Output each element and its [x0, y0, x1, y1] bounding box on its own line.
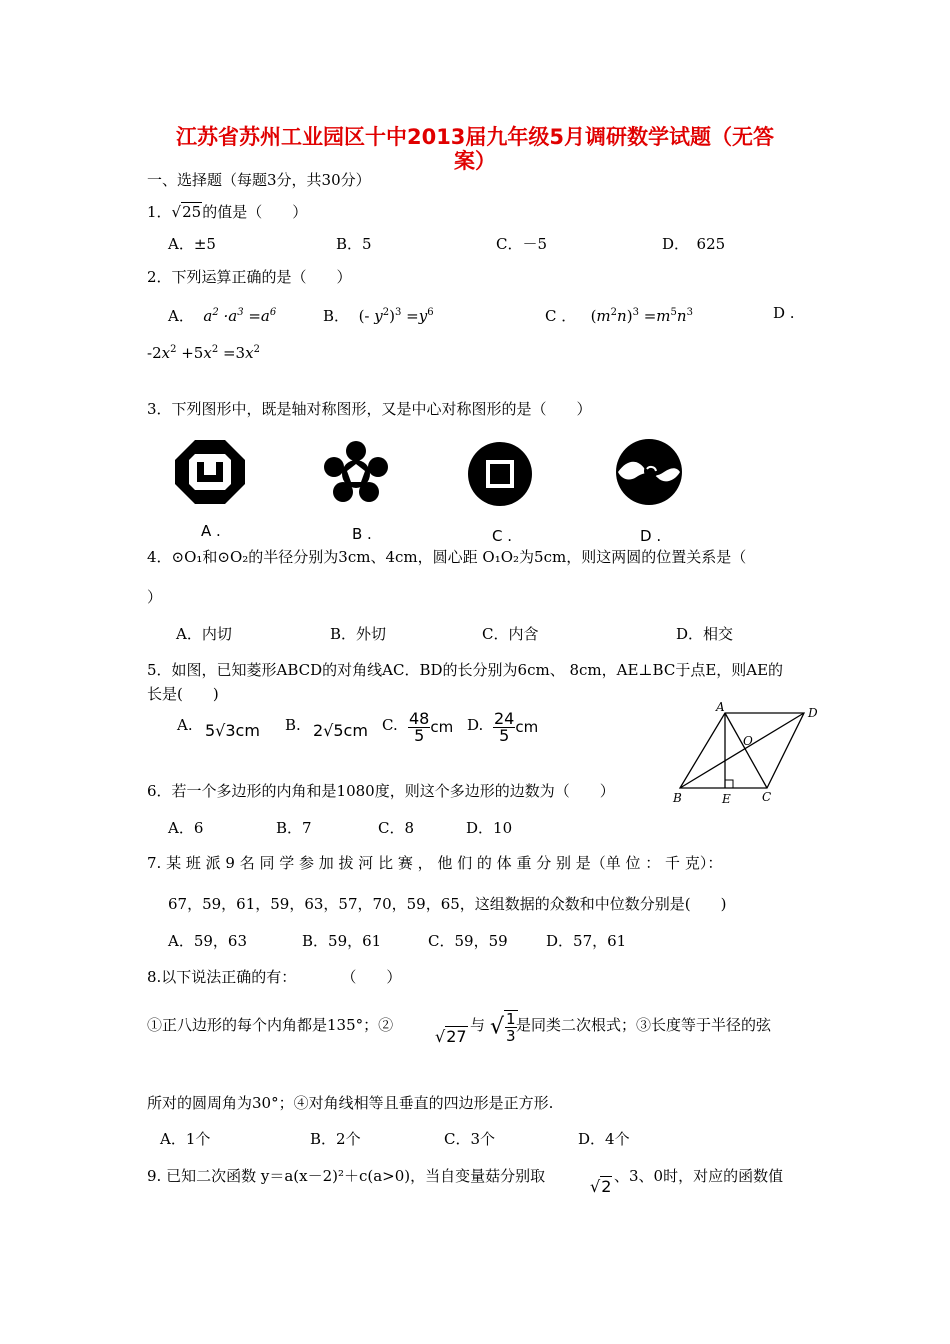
fig-label-e: E — [722, 792, 731, 806]
yin-yang-figure-d — [614, 438, 684, 506]
q2-option-a — [168, 303, 276, 326]
q3-label-b: B . — [352, 525, 372, 543]
q8-and: 与 — [470, 1016, 486, 1034]
q5-b-label: B. — [285, 716, 301, 734]
title-line-2: 案） — [454, 149, 496, 173]
q7-option-b: B．59，61 — [302, 932, 382, 950]
fig-label-c: C — [762, 790, 772, 804]
q1-option-b: B．5 — [336, 235, 372, 253]
q2-option-b — [323, 303, 434, 326]
question-1: 1．√25的值是（ ） — [147, 203, 308, 221]
q5-d-value — [493, 711, 538, 744]
question-8: 8.以下说法正确的有： （ ） — [147, 968, 402, 986]
question-6: 6．若一个多边形的内角和是1080度，则这个多边形的边数为（ ） — [147, 782, 615, 800]
section-heading: 一、选择题（每题3分，共30分） — [147, 171, 371, 189]
q5-line-2: 长是( ) — [147, 685, 219, 703]
q8-sqrt-27: √27 — [435, 1027, 467, 1046]
q6-option-d: D．10 — [466, 819, 513, 837]
q3-label-c: C . — [492, 527, 513, 545]
q1-option-c: C．－5 — [496, 235, 548, 253]
q5-option-a — [177, 715, 193, 735]
q5-c-numerator: 48 — [409, 709, 430, 728]
q4-option-d: D．相交 — [676, 625, 734, 643]
question-2: 2．下列运算正确的是（ ） — [147, 268, 352, 286]
q8-option-c: C．3个 — [444, 1130, 496, 1148]
q7-option-c: C．59，59 — [428, 932, 508, 950]
title-line-1: 江苏省苏州工业园区十中2013届九年级5月调研数学试题（无答 — [175, 125, 775, 149]
q4-option-b: B．外切 — [330, 625, 387, 643]
question-9: 9. 已知二次函数 y＝a(x－2)²＋c(a>0)，当自变量菇分别取 — [147, 1167, 546, 1185]
q2-b-formula: (- $y^2)^3 =y^6$ — [353, 307, 434, 325]
q2-c-label: C ． — [545, 307, 577, 325]
q1-option-a: A．±5 — [168, 235, 216, 253]
pentagon-flower-figure-b — [323, 440, 389, 504]
q7-option-d: D．57，61 — [546, 932, 627, 950]
coin-figure-c — [466, 440, 534, 508]
q2-a-formula: $a^2 \cdot a^3 =a^6$ — [198, 307, 277, 325]
q5-c-label: C. — [382, 716, 398, 734]
q5-a-value: 5√3cm — [205, 721, 260, 740]
q5-d-label: D. — [467, 716, 484, 734]
q8-sqrt-one-third: √ $\frac{1}{3}$ — [490, 1010, 516, 1045]
q7-option-a: A．59，63 — [168, 932, 248, 950]
q9-sqrt-2: √2 — [590, 1177, 612, 1196]
q9-tail: 、3、0时，对应的函数值 — [614, 1167, 784, 1185]
page-title — [155, 125, 795, 173]
q5-b-value: 2√5cm — [313, 721, 368, 740]
fig-label-b: B — [673, 791, 682, 805]
q6-option-b: B．7 — [276, 819, 312, 837]
question-3: 3．下列图形中，既是轴对称图形，又是中心对称图形的是（ ） — [147, 400, 592, 418]
q4-option-c: C．内含 — [482, 625, 539, 643]
q5-a-label: A. — [177, 716, 193, 734]
q8-line-2: 所对的圆周角为30°；④对角线相等且垂直的四边形是正方形. — [147, 1094, 554, 1112]
question-4: 4．⊙O₁和⊙O₂的半径分别为3cm、4cm，圆心距 O₁O₂为5cm，则这两圆的位置关系是（ — [147, 548, 747, 566]
q8-statement-1-tail: 是同类二次根式；③长度等于半径的弦 — [516, 1016, 772, 1034]
q2-c-formula: $(m^2n)^3 =m^5n^3$ — [581, 307, 693, 325]
q2-option-c — [545, 303, 693, 326]
q1-number: 1． — [147, 203, 172, 221]
q4-close-paren: ） — [147, 588, 163, 606]
fig-label-o: O — [743, 734, 753, 748]
question-5: 5．如图，已知菱形ABCD的对角线AC．BD的长分别为6cm、 8cm，AE⊥BC于点E，则AE的 — [147, 661, 784, 679]
q2-b-label: B． — [323, 307, 350, 325]
q8-statement-1: ①正八边形的每个内角都是135°；② — [147, 1016, 394, 1034]
q8-option-a: A．1个 — [160, 1130, 211, 1148]
q5-c-value — [408, 711, 453, 744]
q8-option-d: D．4个 — [578, 1130, 630, 1148]
question-7: 7. 某 班 派 9 名 同 学 参 加 拔 河 比 赛 ， 他 们 的 体 重 分 别 是（单 位 ： 千 克）： — [147, 854, 723, 872]
q6-option-c: C．8 — [378, 819, 415, 837]
q7-line-2: 67，59，61，59，63，57，70，59，65，这组数据的众数和中位数分别是( ) — [168, 895, 727, 913]
q5-d-denominator: 5 — [499, 726, 510, 745]
q2-d-formula: $-2x^2 +5x^2 =3x^2$ — [147, 344, 260, 362]
q1-option-d: D． 625 — [662, 235, 726, 253]
q1-radicand: 25 — [182, 203, 202, 221]
q5-c-denominator: 5 — [414, 726, 425, 745]
rhombus-figure — [670, 700, 830, 810]
q1-stem: 的值是（ ） — [202, 203, 308, 221]
q3-label-a: A . — [201, 522, 221, 540]
q4-option-a: A．内切 — [176, 625, 232, 643]
q6-option-a: A．6 — [168, 819, 204, 837]
q5-d-unit: cm — [515, 718, 539, 736]
q9-radicand: 2 — [601, 1177, 612, 1196]
q8-radicand-27: 27 — [446, 1027, 467, 1046]
q3-label-d: D . — [640, 527, 662, 545]
q2-a-label: A． — [168, 307, 194, 325]
q8-option-b: B．2个 — [310, 1130, 361, 1148]
q2-d-label: D . — [773, 304, 795, 322]
q5-c-unit: cm — [430, 718, 454, 736]
fig-label-d: D — [808, 706, 818, 720]
q5-d-numerator: 24 — [494, 709, 515, 728]
octagon-figure-a — [175, 440, 245, 504]
fig-label-a: A — [716, 700, 725, 714]
